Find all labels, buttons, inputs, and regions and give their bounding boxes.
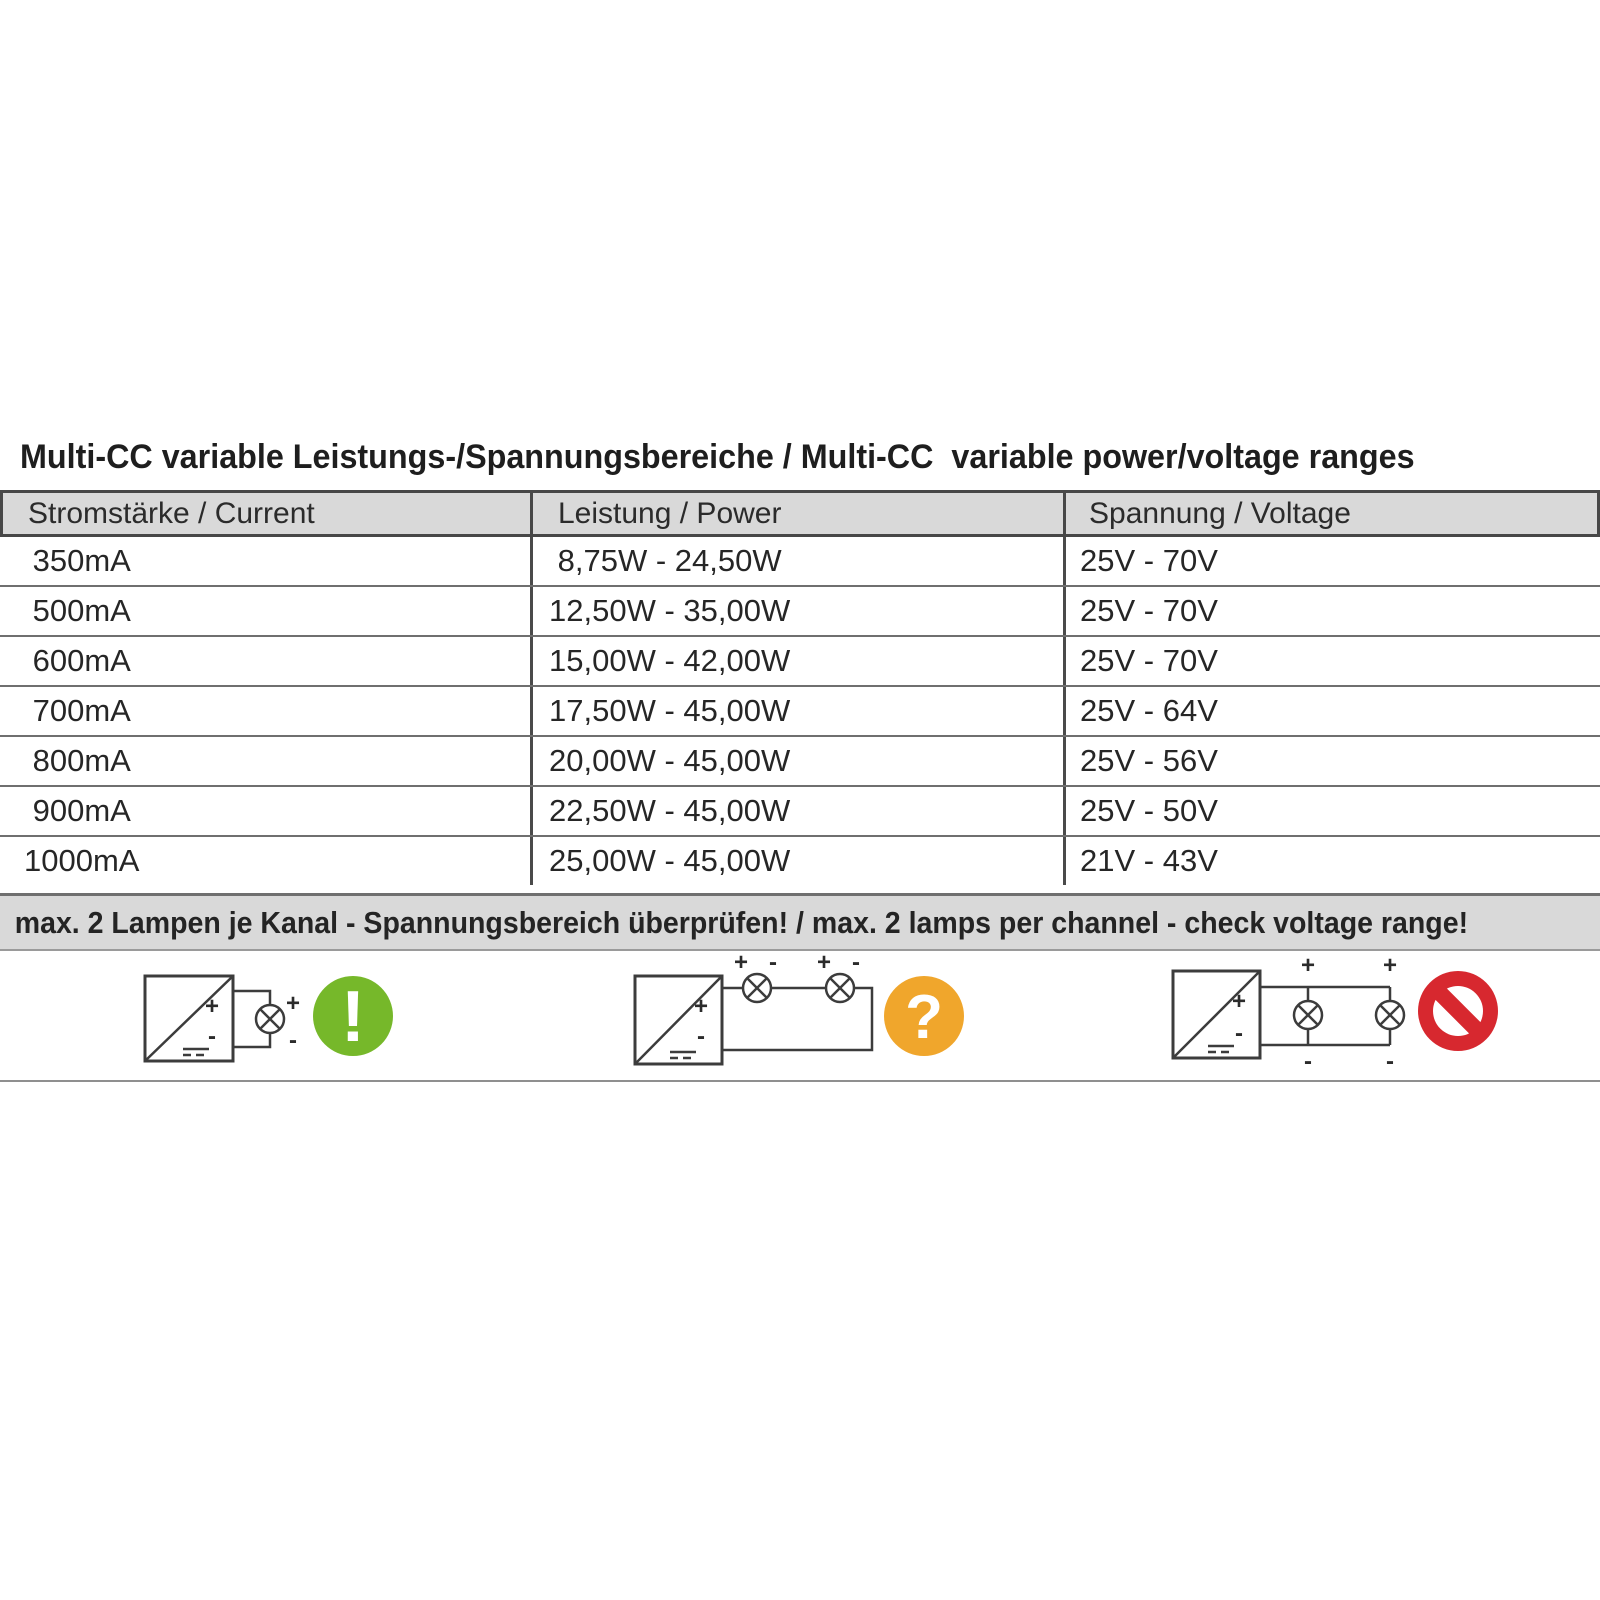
- lamp-icon: [1294, 1001, 1322, 1029]
- header-voltage: Spannung / Voltage: [1066, 493, 1600, 534]
- minus-label: -: [769, 951, 777, 976]
- wire: [233, 991, 270, 1006]
- cell-current: 800mA: [0, 737, 533, 785]
- warning-note-band: [0, 893, 1600, 951]
- cell-power: 15,00W - 42,00W: [533, 637, 1066, 685]
- minus-label: -: [1235, 1020, 1243, 1047]
- header-power: Leistung / Power: [533, 493, 1066, 534]
- minus-label: -: [289, 1027, 297, 1054]
- plus-label: +: [693, 993, 709, 1020]
- lamp-icon: [743, 974, 771, 1002]
- table-row: [0, 835, 1600, 885]
- header-current: Stromstärke / Current: [0, 493, 533, 534]
- table-row: [0, 537, 1600, 585]
- diagram-two-lamps-series-caution: [635, 951, 964, 1064]
- plus-label: +: [816, 951, 832, 976]
- plus-label: +: [1382, 952, 1398, 979]
- prohibition-icon: [1418, 971, 1498, 1051]
- wiring-diagrams: [0, 951, 1600, 1082]
- minus-label: -: [1304, 1048, 1312, 1075]
- minus-label: -: [697, 1023, 705, 1050]
- cell-voltage: 25V - 70V: [1080, 543, 1218, 578]
- cell-voltage: 25V - 64V: [1080, 693, 1218, 728]
- cell-power: 12,50W - 35,00W: [533, 587, 1066, 635]
- wire: [233, 1032, 270, 1047]
- table-row: [0, 585, 1600, 635]
- cell-power: 22,50W - 45,00W: [533, 787, 1066, 835]
- cell-current: 700mA: [0, 687, 533, 735]
- question-icon: ?: [905, 983, 943, 1052]
- cell-voltage: 25V - 70V: [1080, 593, 1218, 628]
- lamp-icon: [256, 1005, 284, 1033]
- minus-label: -: [208, 1023, 216, 1050]
- lamp-icon: [826, 974, 854, 1002]
- plus-label: +: [1300, 952, 1316, 979]
- page-title: Multi-CC variable Leistungs-/Spannungsbereiche / Multi-CC variable power/voltage ranges: [20, 438, 1415, 476]
- table-body: [0, 537, 1600, 885]
- cell-current: 500mA: [0, 587, 533, 635]
- plus-label: +: [285, 990, 301, 1017]
- cell-current: 900mA: [0, 787, 533, 835]
- plus-label: +: [1231, 988, 1247, 1015]
- cell-power: 17,50W - 45,00W: [533, 687, 1066, 735]
- cell-power: 8,75W - 24,50W: [533, 537, 1066, 585]
- cell-voltage: 21V - 43V: [1080, 843, 1218, 878]
- diagram-two-lamps-parallel-forbidden: [1173, 952, 1498, 1075]
- cell-voltage: 25V - 70V: [1080, 643, 1218, 678]
- lamp-icon: [1376, 1001, 1404, 1029]
- plus-label: +: [733, 951, 749, 976]
- wiring-diagram-svg: [0, 951, 1600, 1080]
- warning-note-text: max. 2 Lampen je Kanal - Spannungsbereich überprüfen! / max. 2 lamps per channel - check voltage range!: [14, 905, 1469, 940]
- table-row: [0, 635, 1600, 685]
- cell-current: 1000mA: [0, 837, 533, 885]
- spec-table: [0, 490, 1600, 885]
- table-header-row: [0, 490, 1600, 537]
- diagram-single-lamp-ok: [145, 976, 393, 1061]
- minus-label: -: [852, 951, 860, 976]
- table-row: [0, 735, 1600, 785]
- cell-power: 20,00W - 45,00W: [533, 737, 1066, 785]
- minus-label: -: [1386, 1048, 1394, 1075]
- table-row: [0, 685, 1600, 735]
- cell-voltage: 25V - 50V: [1080, 793, 1218, 828]
- cell-current: 350mA: [0, 537, 533, 585]
- table-row: [0, 785, 1600, 835]
- cell-voltage: 25V - 56V: [1080, 743, 1218, 778]
- plus-label: +: [204, 993, 220, 1020]
- exclamation-icon: !: [341, 977, 365, 1057]
- cell-current: 600mA: [0, 637, 533, 685]
- cell-power: 25,00W - 45,00W: [533, 837, 1066, 885]
